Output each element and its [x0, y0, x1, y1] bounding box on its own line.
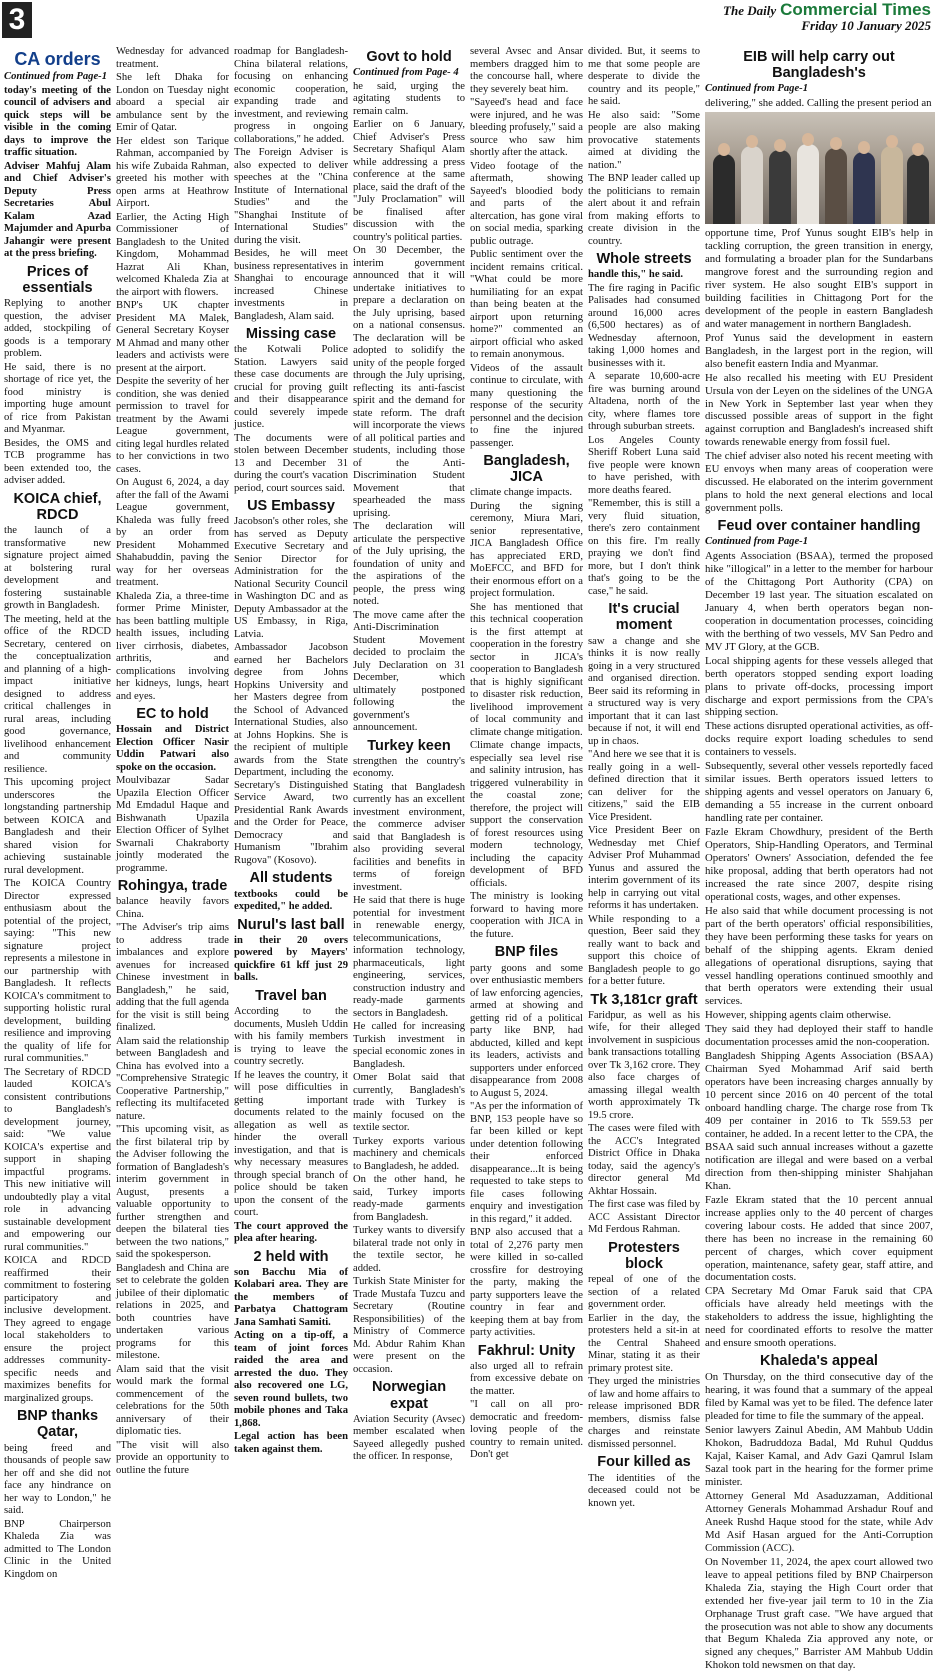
- paragraph: Earlier, the Acting High Commissioner of Bangladesh to the United Kingdom, Mohammad Hazrat Ali Khan, welcomed Khaleda Zia at the airport with flowers.: [116, 211, 229, 298]
- headline-fakhrul-unity: Fakhrul: Unity: [477, 1342, 576, 1359]
- paragraph: Videos of the assault continue to circulate, with many questioning the response of the security personnel and the decision to fine the injured passenger.: [470, 362, 583, 449]
- paragraph: The declaration will articulate the perspective of the July uprising, the foundation of unity and the aspirations of the people, the press wing noted.: [353, 521, 465, 608]
- paragraph: Besides, he will meet business representatives in Shanghai to encourage increased Chinese investments in Bangladesh, Alam said.: [234, 248, 348, 322]
- paragraph: Turkey exports various machinery and chemicals to Bangladesh, he added.: [353, 1135, 465, 1172]
- headline-norwegian-expat: Norwegian expat: [371, 1379, 447, 1412]
- news-photo: [705, 112, 935, 224]
- paragraph: the Kotwali Police Station. Lawyers said these case documents are crucial for proving guilt and their disappearance could severely impede justice.: [234, 344, 348, 431]
- paragraph: A separate 10,600-acre fire was burning around Altadena, north of the city, where flames tore through suburban streets.: [588, 371, 700, 433]
- paragraph: The documents were stolen between December 13 and December 31 during the court's vacation period, court sources said.: [234, 432, 348, 494]
- masthead: [723, 0, 931, 34]
- paragraph: "I call on all pro-democratic and freedom-loving people of the country to remain united. Don't get: [470, 1399, 583, 1461]
- headline-whole-streets: Whole streets: [596, 251, 692, 267]
- paragraph: The fire raging in Pacific Palisades had consumed around 16,000 acres (6,500 hectares) as of Wednesday afternoon, taking 1,000 homes and businesses with it.: [588, 282, 700, 369]
- paragraph: son Bacchu Mia of Kolabari area. They are the members of Parbatya Chattogram Jana Samhati Samiti.: [234, 1266, 348, 1328]
- paragraph: today's meeting of the council of advisers and quick steps will be visible in the coming days to improve the traffic situation.: [4, 84, 111, 159]
- paragraph: the launch of a transformative new signature project aimed at bolstering rural development and fostering sustainable growth in Bangladesh.: [4, 525, 111, 612]
- paragraph: Turkish State Minister for Trade Mustafa Tuzcu and Secretary (Routine Responsibilities) of the Ministry of Commerce Md. Abdur Rahim Khan were present on the occasion.: [353, 1276, 465, 1375]
- paragraph: She left Dhaka for London on Tuesday night aboard a special air ambulance sent by the Emir of Qatar.: [116, 72, 229, 133]
- paragraph: in their 20 overs powered by Mayers' quickfire 61 kff just 29 balls.: [234, 934, 348, 984]
- headline-khaledas-appeal: Khaleda's appeal: [760, 1353, 878, 1370]
- masthead-daily: The Daily: [723, 3, 777, 18]
- paragraph: Agents Association (BSAA), termed the proposed hike "illogical" in a letter to the member for harbour of the Chittagong Port Authority (CPA) on December 19 last year. The situation escalated on January 4, when berth operators began non-cooperation in documentation processes, coinciding with the berthing of two vessels, MV San Pedro and MV JT Glory, at the GCB.: [705, 550, 933, 653]
- paragraph: On August 6, 2024, a day after the fall of the Awami League government, Khaleda was fully freed by an order from President Mohammed Shahabuddin, paving the way for her overseas treatment.: [116, 477, 229, 588]
- paragraph: These actions disrupted operational activities, as off-docks require export loading schedules to send containers to vessels.: [705, 720, 933, 759]
- paragraph: "And here we see that it is really going in a well-defined direction that it can deliver for the citizens," said the EIB Vice President.: [588, 749, 700, 823]
- paragraph: balance heavily favors China.: [116, 896, 229, 920]
- issue-date: Friday 10 January 2025: [801, 18, 931, 33]
- paragraph: Public sentiment over the incident remains critical. "What could be more humiliating for an expat than being beaten at the airport upon returning home?" commented an airport official who asked to remain anonymous.: [470, 249, 583, 360]
- continued-note: Continued from Page-1: [705, 536, 808, 548]
- paragraph: also urged all to refrain from excessive debate on the matter.: [470, 1360, 583, 1397]
- page-header: [0, 0, 937, 44]
- paragraph: "The Adviser's trip aims to address trade imbalances and explore avenues for increased Chinese investment in Bangladesh," he said, adding that the full agenda for the visit is still being finalized.: [116, 922, 229, 1034]
- paragraph: Bangladesh and China are set to celebrate the golden jubilee of their diplomatic relations in 2025, and both countries have undertaken various programs for this milestone.: [116, 1262, 229, 1362]
- paragraph: Wednesday for advanced treatment.: [116, 46, 229, 70]
- paragraph: Bangladesh Shipping Agents Association (BSAA) Chairman Syed Mohammad Arif said berth operators have been increasing charges annually by 10 percent since 2016 on 40 percent of the total onboard handling charge. The charge rose from Tk 409 per container in 2016 to Tk 559.53 per container, he added. In a recent letter to the CPA, the BSAA said such annual increases without a gazette notification are illegal and were based on a verbal direction from then-shipping minister Shahjahan Khan.: [705, 1050, 933, 1192]
- paragraph: Alam said that the visit would mark the formal commencement of the celebrations for the 50th anniversary of their diplomatic ties.: [116, 1363, 229, 1438]
- paragraph: Attorney General Md Asaduzzaman, Additional Attorney Generals Mohammad Arshadur Rouf and Aneek Rushd Haque stood for the state, while Adv Md Asif Hasan argued for the Anti-Corruption Commission (ACC).: [705, 1489, 933, 1554]
- paragraph: The Foreign Adviser is also expected to deliver speeches at the "China Institute of International Studies" and the "Shanghai Institute of International Studies" during the visit.: [234, 147, 348, 246]
- paragraph: Turkey wants to diversify bilateral trade not only in the textile sector, he added.: [353, 1225, 465, 1274]
- headline-prices-of-essentials: Prices of essentials: [22, 263, 93, 296]
- paragraph: On the other hand, he said, Turkey imports ready-made garments from Bangladesh.: [353, 1174, 465, 1223]
- paragraph: According to the documents, Musleh Uddin with his family members is trying to leave the country secretly.: [234, 1006, 348, 1068]
- continued-note: Continued from Page-1: [4, 71, 107, 83]
- paragraph: Fazle Ekram Chowdhury, president of the Berth Operators, Ship-Handling Operators, and Terminal Operators' Owners' Association, defended the fee hike proposal, adding that berth operators had not increased the rate since 2007, despite rising operational costs, wages, and other expenses.: [705, 826, 933, 903]
- paragraph: He also said that while document processing is not part of the berth operators' official responsibilities, they have been performing these tasks for years on behalf of the shipping agents. Ekram denied allegations of operational disruptions, saying that vessel handling operations continued smoothly and that berth operators were extending their usual services.: [705, 904, 933, 1008]
- paragraph: He also recalled his meeting with EU President Ursula von der Leyen on the sidelines of the UNGA in New York in September last year when they discussed possible areas of support in the fight against corruption and Bangladesh's increased shift towards renewable energy from fossil fuel.: [705, 371, 933, 449]
- column-1: [4, 46, 111, 1580]
- column-4: [353, 46, 465, 1463]
- headline-bangladesh-jica: Bangladesh, JICA: [483, 453, 570, 486]
- headline-nuruls-last-ball: Nurul's last ball: [237, 916, 345, 933]
- column-5: [470, 46, 583, 1461]
- paragraph: Replying to another question, the adviser added, stockpiling of goods is a temporary problem.: [4, 298, 111, 360]
- column-2: [116, 46, 229, 1476]
- paragraph: Alam said the relationship between Bangladesh and China has evolved into a "Comprehensive Strategic Cooperative Partnership," reflecting its multifaceted nature.: [116, 1035, 229, 1122]
- paragraph: She has mentioned that this technical cooperation is the first attempt at cooperation in the forestry sector in JICA's cooperation to Bangladesh that is highly significant to disaster risk reduction, livelihood improvement of local community and climate change mitigation.: [470, 601, 583, 738]
- paragraph: Adviser Mahfuj Alam and Chief Adviser's Deputy Press Secretaries Abul Kalam Azad Majumder and Apurba Jahangir were present at the press briefing.: [4, 160, 111, 260]
- paragraph: BNP also accused that a total of 2,276 party men were killed in so-called crossfire for destroying the party, making the party supporters leave the country in fear and keeping them at bay from party activities.: [470, 1227, 583, 1339]
- paragraph: Los Angeles County Sheriff Robert Luna said five people were known to have perished, with more deaths feared.: [588, 434, 700, 496]
- paragraph: Aviation Security (Avsec) member escalated when Sayeed allegedly pushed the officer. In response,: [353, 1413, 465, 1463]
- headline-bnp-files: BNP files: [494, 944, 559, 961]
- paragraph: The ministry is looking forward to having more cooperation with JICA in the future.: [470, 891, 583, 940]
- headline-govt-to-hold: Govt to hold: [366, 49, 452, 65]
- paragraph: The Secretary of RDCD lauded KOICA's consistent contributions to Bangladesh's development journey, said: "We value KOICA's expertise and support in shaping impactful programs. This new initiative will undoubtedly play a vital role in advancing sustainable development and empowering our rural communities.": [4, 1066, 111, 1253]
- paragraph: Omer Bolat said that currently, Bangladesh's trade with Turkey is mainly focused on the textile sector.: [353, 1072, 465, 1134]
- paragraph: Earlier in the day, the protesters held a sit-in at the Central Shaheed Minar, stating it as their primary protest site.: [588, 1312, 700, 1374]
- paragraph: climate change impacts.: [470, 487, 573, 499]
- paragraph: He also said: "Some people are also making provocative statements aimed at dividing the nation.": [588, 109, 700, 171]
- paragraph: Stating that Bangladesh currently has an excellent investment environment, the commerce adviser said that Bangladesh is also providing several facilities and benefits in terms of foreign investment.: [353, 781, 465, 893]
- paragraph: Senior lawyers Zainul Abedin, AM Mahbub Uddin Khokon, Badruddoza Badal, Md Ruhul Quddus Kajal, Kaiser Kamal, and Adv Gazi Qamrul Islam Sazal took part in the hearing for the former prime minister.: [705, 1424, 933, 1489]
- paragraph: KOICA and RDCD reaffirmed their commitment to fostering participatory and inclusive development. They agreed to engage local stakeholders to ensure the project addresses community-specific needs and maximizes benefits for marginalized groups.: [4, 1255, 111, 1404]
- paragraph: "This upcoming visit, as the first bilateral trip by the Adviser following the formation of Bangladesh's interim government in August, presents a valuable opportunity to further strengthen and deepen the bilateral ties between the two nations," said the spokesperson.: [116, 1124, 229, 1261]
- headline-2-held-with: 2 held with: [253, 1248, 329, 1265]
- paragraph: repeal of one of the section of a related government order.: [588, 1274, 700, 1311]
- masthead-name: Commercial Times: [780, 0, 931, 19]
- paragraph: opportune time, Prof Yunus sought EIB's help in tackling corruption, the green transition in energy, and formulating a broader plan for the Sundarbans mangrove forest and the surrounding region and river system. He also sought EIB's support in building facilities in Chittagong Port for the development of the people in eastern Bangladesh and water management in northern Bangladesh.: [705, 227, 933, 330]
- headline-turkey-keen: Turkey keen: [367, 737, 451, 754]
- paragraph: On November 11, 2024, the apex court allowed two leave to appeal petitions filed by BNP Chairperson Khaleda Zia, staying the High Court order that extended her five-year jail term to 10 in the Zia Orphanage Trust graft case. "We have argued that the prosecution was not able to show any documents that Begum Khaleda Zia approved any note, or signed any cheques," Barrister AM Mahbub Uddin Khokon told newsmen on that day.: [705, 1555, 933, 1672]
- paragraph: On Thursday, on the third consecutive day of the hearing, it was found that a summary of the appeal filed by Kamal was yet to be filed. The defence later pleaded for time to file the summary of the appeal.: [705, 1371, 933, 1423]
- paragraph: Her eldest son Tarique Rahman, accompanied by his wife Zubaida Rahman, greeted his mother with open arms at Heathrow Airport.: [116, 135, 229, 209]
- headline-us-embassy: US Embassy: [247, 498, 335, 515]
- paragraph: he said, urging the agitating students to remain calm.: [353, 80, 465, 117]
- paragraph: The first case was filed by ACC Assistant Director Md Ferdous Rahman.: [588, 1199, 700, 1236]
- paragraph: delivering," she added. Calling the present period an: [705, 97, 932, 110]
- paragraph: Video footage of the aftermath, showing Sayeed's bloodied body and parts of the altercation, has gone viral on social media, sparking public outrage.: [470, 160, 583, 247]
- paragraph: Besides, the OMS and TCB programme has been extended too, the adviser added.: [4, 437, 111, 487]
- paragraph: The KOICA Country Director expressed enthusiasm about the potential of the project, saying: "This new signature project represents a milestone in our partnership with Bangladesh. It reflects KOICA's commitment to supporting holistic rural development, building resilience and improving the quality of life for rural communities.": [4, 878, 111, 1065]
- paragraph: CPA Secretary Md Omar Faruk said that CPA officials have already held meetings with the stakeholders to address the issue, highlighting the need for coordinated efforts to resolve the matter and ensure smooth operations.: [705, 1285, 933, 1350]
- paragraph: Acting on a tip-off, a team of joint forces raided the area and arrested the duo. They also recovered one LG, seven round bullets, two mobile phones and Taka 1,868.: [234, 1330, 348, 1429]
- paragraph: If he leaves the country, it will pose difficulties in getting important documents related to the allegation as well as hinder the overall investigation, and that is why necessary measures through special branch of police should be taken upon the consent of the court.: [234, 1069, 348, 1219]
- paragraph: handle this," he said.: [588, 269, 684, 281]
- paragraph: several Avsec and Ansar members dragged him to the concourse hall, where they severely beat him.: [470, 46, 583, 95]
- paragraph: Faridpur, as well as his wife, for their alleged involvement in suspicious bank transactions totalling over Tk 3,162 crore. They also face charges of amassing illegal wealth worth approximately Tk 19.5 crore.: [588, 1009, 700, 1121]
- paragraph: Fazle Ekram stated that the 10 percent annual increase applies only to the 40 percent of charges covering labour costs. He added that since 2007, there has been no increase in the remaining 60 percent of charges, which cover equipment operation, maintenance, safety gear, staff attire, and documentation costs.: [705, 1193, 933, 1284]
- headline-bnp-thanks-qatar: BNP thanks Qatar,: [16, 1408, 99, 1441]
- paragraph: "Remember, this is still a very fluid situation, there's zero containment on this fire. I'm really praying we don't find more, but I don't think that's going to be the case," he said.: [588, 498, 700, 597]
- paragraph: They said they had deployed their staff to handle documentation processes amid the non-cooperation.: [705, 1023, 933, 1049]
- paragraph: The chief adviser also noted his recent meeting with EU envoys when many areas of cooperation were discussed. He elaborated on the interim government plans to hold the next general elections and local government polls.: [705, 450, 933, 515]
- paragraph: Ambassador Jacobson earned her Bachelors degree from Johns Hopkins University and her Masters degree from the School of Advanced International Studies, also at Johns Hopkins. She is the recipient of multiple awards from the State Department, including the Secretary's Distinguished Service Award, two Presidential Rank Awards and the Order for Peace, Democracy and Humanism "Ibrahim Rugova" (Kosovo).: [234, 642, 348, 866]
- paragraph: The court approved the plea after hearing.: [234, 1220, 348, 1245]
- headline-eib-will-help: EIB will help carry out Bangladesh's: [743, 49, 895, 82]
- paragraph: He said that there is huge potential for investment in renewable energy, telecommunications, information technology, pharmaceuticals, light engineering, services, construction industry and ready-made garments sectors in Bangladesh.: [353, 895, 465, 1019]
- paragraph: The move came after the Anti-Discrimination Student Movement decided to proclaim the July Declaration on 31 December, which ultimately postponed following the government's announcement.: [353, 609, 465, 734]
- paragraph: Hossain and District Election Officer Nasir Uddin Patwari also spoke on the occasion.: [116, 724, 229, 773]
- paragraph: Subsequently, several other vessels reportedly faced similar issues. Berth operators issued letters to shipping agents and vessel operators on January 6, demanding a 55 increase in the current onboard handling rate per container.: [705, 760, 933, 825]
- paragraph: party goons and some over enthusiastic members of law enforcing agencies, armed at showing and getting rid of a political party like BNP, had abducted, killed and kept its leaders, activists and supporters under enforced disappearance from 2008 to August 5, 2024.: [470, 962, 583, 1099]
- paragraph: being freed and thousands of people saw her off and she did not face any hindrance on her way to London," he said.: [4, 1442, 111, 1517]
- paragraph: Local shipping agents for these vessels alleged that berth operators stopped sending export loading plans to private off-docks, processing import discharge and export permissions from the CPA's shipping section.: [705, 654, 933, 719]
- headline-feud-container: Feud over container handling: [717, 518, 921, 535]
- paragraph: While responding to a question, Beer said they really want to back and support this choice of Bangladesh people to go for a better future.: [588, 913, 700, 988]
- paragraph: The identities of the deceased could not be known yet.: [588, 1472, 700, 1509]
- headline-koica-chief: KOICA chief, RDCD: [13, 490, 102, 523]
- paragraph: This upcoming project underscores the longstanding partnership between KOICA and Bangladesh and their shared vision for achieving sustainable rural development.: [4, 777, 111, 876]
- paragraph: Despite the severity of her condition, she was denied permission to travel for treatment by the Awami League government, citing legal hurdles related to her convictions in two cases.: [116, 376, 229, 475]
- paragraph: "As per the information of BNP, 153 people have so far been killed or kept under detention following their enforced disappearance...It is being requested to take steps to file cases following enquiry and investigation in this regard," it added.: [470, 1101, 583, 1225]
- paragraph: The BNP leader called up the politicians to remain alert about it and refrain from making efforts to create division in the country.: [588, 173, 700, 247]
- paragraph: "Sayeed's head and face were injured, and he was bleeding profusely," said a source who saw him shortly after the attack.: [470, 97, 583, 158]
- paragraph: Moulvibazar Sadar Upazila Election Officer Md Emdadul Haque and Bishwanath Upazila Election Officer of Sylhet Swarnali Chakraborty jointly moderated the programme.: [116, 775, 229, 874]
- paragraph: "The visit will also provide an opportunity to outline the future: [116, 1439, 229, 1476]
- paragraph: BNP's UK chapter President MA Malek, General Secretary Koyser M Ahmad and many other leaders and activists were present at the airport.: [116, 300, 229, 374]
- paragraph: During the signing ceremony, Miura Mari, senior representative, JICA Bangladesh Office has appreciated ERD, MoEFCC, and BFD for their enormous effort on a project formulation.: [470, 500, 583, 600]
- column-3: [234, 46, 348, 1457]
- column-6: [588, 46, 700, 1509]
- paragraph: BNP Chairperson Khaleda Zia was admitted to The London Clinic in the United Kingdom on: [4, 1518, 111, 1580]
- paragraph: Jacobson's other roles, she has served as Deputy Executive Secretary and Senior Director for Administration for the National Security Council in Washington DC and as Deputy Ambassador at the US Embassy, in Riga, Latvia.: [234, 516, 348, 640]
- paragraph: Climate change impacts, especially sea level rise and salinity intrusion, has triggered vulnerability in the coastal zone; therefore, the project will support the conservation of forest resources using modern technology, including the capacity development of BFD officials.: [470, 740, 583, 889]
- headline-protesters-block: Protesters block: [608, 1239, 680, 1273]
- paragraph: Khaleda Zia, a three-time former Prime Minister, has been battling multiple health issues, including liver cirrhosis, diabetes, arthritis, and complications involving her kidneys, lungs, heart and eyes.: [116, 590, 229, 702]
- continued-note: Continued from Page- 4: [353, 67, 459, 79]
- headline-four-killed: Four killed as: [597, 1454, 691, 1471]
- paragraph: Vice President Beer on Wednesday met Chief Adviser Prof Muhammad Yunus and assured the interim government of its help in carrying out vital reforms it has undertaken.: [588, 825, 700, 912]
- paragraph: Earlier on 6 January, Chief Adviser's Press Secretary Shafiqul Alam while addressing a press conference at the same place, said the draft of the "July Proclamation" will be finalised after discussion with the country's political parties.: [353, 119, 465, 243]
- paragraph: roadmap for Bangladesh-China bilateral relations, focusing on enhancing economic cooperation, expanding trade and investment, and reviewing progress in ongoing collaborations," he added.: [234, 46, 348, 145]
- headline-crucial-moment: It's crucial moment: [608, 601, 680, 634]
- headline-ec-to-hold: EC to hold: [136, 706, 209, 722]
- paragraph: He said, there is no shortage of rice yet, the food ministry is importing huge amount of rice from Pakistan and Myanmar.: [4, 361, 111, 436]
- headline-tk-graft: Tk 3,181cr graft: [590, 991, 698, 1008]
- continued-note: Continued from Page-1: [705, 83, 808, 95]
- paragraph: textbooks could be expedited," he added.: [234, 888, 348, 913]
- paragraph: saw a change and she thinks it is now really going in a very structured and organised direction. Beer said its reforming in a structured way is very important that it can last because if not, it will end up in chaos.: [588, 635, 700, 747]
- headline-all-students: All students: [249, 870, 333, 887]
- paragraph: He called for increasing Turkish investment in special economic zones in Bangladesh.: [353, 1021, 465, 1070]
- headline-rohingya-trade: Rohingya, trade: [117, 878, 228, 895]
- paragraph: Prof Yunus said the development in eastern Bangladesh, in the largest port in the region, will also benefit eastern India and Myanmar.: [705, 331, 933, 370]
- paragraph: strengthen the country's economy.: [353, 755, 465, 780]
- paragraph: The meeting, held at the office of the RDCD Secretary, centered on the conceptualization and planning of a high-impact initiative designed to address critical challenges in rural areas, including good governance, livelihood enhancement and community resilience.: [4, 613, 111, 775]
- paragraph: Legal action has been taken against them.: [234, 1431, 348, 1455]
- paragraph: divided. But, it seems to me that some people are desperate to divide the country and its people," he said.: [588, 46, 700, 107]
- paragraph: The cases were filed with the ACC's Integrated District Office in Dhaka today, said the agency's director general Md Akhtar Hossain.: [588, 1123, 700, 1197]
- paragraph: They urged the ministries of law and home affairs to release imprisoned BDR members, dismiss false charges and reinstate dismissed personnel.: [588, 1376, 700, 1450]
- column-7: [705, 46, 933, 1672]
- paragraph: However, shipping agents claim otherwise.: [705, 1009, 892, 1022]
- headline-missing-case: Missing case: [245, 326, 337, 342]
- paragraph: On 30 December, the interim government announced that it will undertake initiatives to prepare a declaration on the July uprising, based on a national consensus. The declaration will be adopted to solidify the unity of the people forged through the July uprising, reflecting its anti-fascist spirit and the demand for state reform. The draft will incorporate the views of all political parties and students, including those of the Anti-Discrimination Student Movement that spearheaded the mass uprising.: [353, 245, 465, 519]
- headline-ca-orders: CA orders: [14, 49, 101, 69]
- headline-travel-ban: Travel ban: [255, 987, 327, 1004]
- page-number: 3: [2, 2, 32, 38]
